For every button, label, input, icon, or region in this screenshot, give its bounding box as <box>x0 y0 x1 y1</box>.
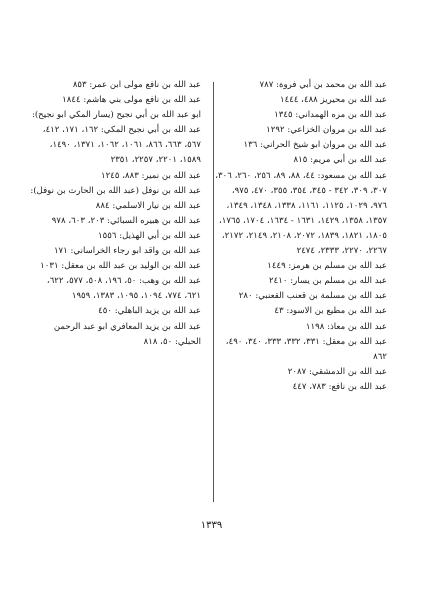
entry-refs: ٤٤، ٨٨، ٨٩، ٢٥٦، ٢٦٠، ٣٠٦، ٣٠٧، ٣٠٩، ٣٤٢ - ٣٤٥، ٣٥٤، ٣٥٥، ٤٧٠، ٩٧٥، ٩٧٦، ١٠٢٩، ١١٢٥، ١١٦١، ١٣٣٨، ١٣٤٨، ١٣٤٩، ١٣٥٧، ١٣٥٨، ١٤٢٩، ١٦٣١ - ١٦٣٤، ١٧٠٤، ١٧٦٥، ١٨٠٥، ١٨٢١، ١٨٣٩، ٢٠٧٢، ٢١٠٨، ٢١٤٩، ٢١٧٢، ٢٢٦٧، ٢٢٧٠، ٢٣٣٣، ٢٤٧٤ <box>215 170 387 257</box>
index-entry <box>28 274 201 304</box>
index-entry <box>214 335 387 365</box>
index-entry <box>28 93 201 108</box>
entry-name: عبد الله بن نافع مولى بني هاشم: <box>83 95 201 106</box>
entry-refs: ٨٨٤ <box>95 200 110 211</box>
entry-name: عبد الله بن يزيد المعافري ابو عبد الرحمن الحبلي: <box>53 321 201 347</box>
index-column-right <box>214 78 387 395</box>
entry-refs: ٢٤١٠ <box>269 276 288 287</box>
entry-refs: ٢٠٣، ٦٠٣، ٩٧٨ <box>51 215 105 226</box>
index-entry <box>214 259 387 274</box>
entry-refs: ٧٨٧ <box>259 80 274 90</box>
entry-name: عبد الله بن واقد ابو رجاء الخراساني: <box>70 246 201 257</box>
index-entry <box>28 199 201 214</box>
index-entry <box>214 93 387 108</box>
entry-name: عبد الله بن نافع مولى ابن عمر: <box>89 80 201 90</box>
entry-refs: ٧٨٣، ٤٤٧ <box>292 381 326 392</box>
entry-refs: ٨١٥ <box>293 155 308 166</box>
index-entry <box>214 320 387 335</box>
entry-refs: ٤٣ <box>274 306 284 317</box>
entry-name: عبد الله بن نافع: <box>328 381 387 392</box>
entry-name: عبد الله بن محيريز <box>320 95 387 106</box>
entry-name: عبد الله بن أبي مريم: <box>310 155 387 166</box>
entry-name: عبد الله بن نيار الاسلمي: <box>112 200 201 211</box>
index-entry <box>28 169 201 184</box>
entry-name: عبد الله بن الوليد بن عبد الله بن معقل: <box>61 261 201 272</box>
index-entry <box>214 153 387 168</box>
entry-name: عبد الله بن نوفل (عبد الله بن الحارث بن نوفل): <box>30 185 201 196</box>
index-entry <box>214 108 387 123</box>
entry-name: عبد الله بن نمير: <box>141 170 201 181</box>
index-entry <box>28 108 201 123</box>
index-entry <box>28 123 201 168</box>
index-entry <box>214 123 387 138</box>
index-entry <box>214 304 387 319</box>
entry-name: عبد الله بن مسلم بن هرمز: <box>288 261 387 272</box>
entry-refs: ١١٩٨ <box>305 321 325 332</box>
entry-refs: ٤٨٨، ١٤٤٤ <box>279 95 318 106</box>
entry-refs: ٥٠، ٨١٨ <box>143 336 173 347</box>
entry-refs: ٣٣١، ٣٣٢، ٣٣٣، ٣٤٠، ٤٩٠، ٨٦٢ <box>225 336 387 362</box>
entry-name: عبد الله بن الدمشقي: <box>308 366 387 377</box>
entry-refs: ٥٠، ١٩٦، ٥٠٨، ٥٧٧، ٦٢٢، ٦٢١، ٧٧٤، ١٠٩٤، ١٠٩٥، ١٣٨٣، ١٩٥٩ <box>46 276 201 302</box>
entry-name: عبد الله بن مروان الخزاعي: <box>287 125 387 136</box>
entry-refs: ١٢٩٢ <box>266 125 285 136</box>
entry-name: عبد الله بن هبيره السبائي: <box>107 215 201 226</box>
entry-refs: ١٣٦ <box>243 140 258 151</box>
entry-refs: ١٤٤٩ <box>267 261 286 272</box>
entry-name: عبد الله بن معاذ: <box>327 321 387 332</box>
entry-name: عبد الله بن وهب: <box>139 276 201 287</box>
entry-name: عبد الله بن مسلمة بن قعنب القعنبي: <box>255 291 387 302</box>
index-entry <box>28 259 201 274</box>
entry-refs: ١٣٤٥ <box>274 110 293 121</box>
entry-name: عبد الله بن مطيع بن الاسود: <box>286 306 387 317</box>
entry-refs: ٤٥٠ <box>98 306 113 317</box>
entry-name: عبد الله بن مسعود: <box>317 170 387 181</box>
index-entry <box>214 138 387 153</box>
entry-name: عبد الله بن مروان ابو شيخ الحراني: <box>260 140 387 151</box>
index-entry <box>28 184 201 199</box>
column-divider <box>213 82 214 502</box>
entry-refs: ١٠٣١ <box>40 261 59 272</box>
entry-name: عبد الله بن مره الهمداني: <box>295 110 387 121</box>
entry-name: ابو عبد الله بن أبي نجيح (يسار المكي ابو نجيح): <box>31 110 201 121</box>
index-entry <box>28 214 201 229</box>
entry-refs: ٨٨٣، ١٢٤٥ <box>101 170 139 181</box>
index-entry <box>214 380 387 395</box>
entry-name: عبد الله بن معقل: <box>322 336 387 347</box>
index-entry <box>214 289 387 304</box>
entry-name: عبد الله بن يزيد الباهلي: <box>114 306 201 317</box>
index-entry <box>214 78 387 93</box>
entry-name: عبد الله بن أبي الهذيل: <box>119 230 201 241</box>
index-entry <box>214 169 387 260</box>
index-column-left <box>28 78 201 350</box>
entry-name: عبد الله بن أبي نجيح المكي: <box>100 125 201 136</box>
entry-name: عبد الله بن مسلم بن يسار: <box>290 276 387 287</box>
index-entry <box>28 229 201 244</box>
entry-refs: ٢٨٠ <box>238 291 253 302</box>
entry-refs: ١٦٢، ١٧١، ٤١٢، ٥٦٧، ٦٦٣، ٨٦٦، ١٠٦١، ١٠٦٢، ١٣٧١، ١٤٩٠، ١٥٨٩، ٢٢٠١، ٢٢٥٧، ٢٣٥١ <box>42 125 201 166</box>
page-number: ١٣٣٩ <box>200 520 223 531</box>
entry-refs: ١٥٥٦ <box>98 230 117 241</box>
index-entry <box>28 320 201 350</box>
entry-name: عبد الله بن محمد بن أبي فروة: <box>276 80 387 90</box>
index-entry <box>214 274 387 289</box>
index-entry <box>28 304 201 319</box>
entry-refs: ١٨٤٤ <box>62 95 81 106</box>
entry-refs: ٨٥٣ <box>72 80 87 90</box>
entry-refs: ٢٠٨٧ <box>287 366 307 377</box>
index-entry <box>214 365 387 380</box>
entry-refs: ١٧١ <box>53 246 68 257</box>
index-entry <box>28 244 201 259</box>
index-entry <box>28 78 201 93</box>
